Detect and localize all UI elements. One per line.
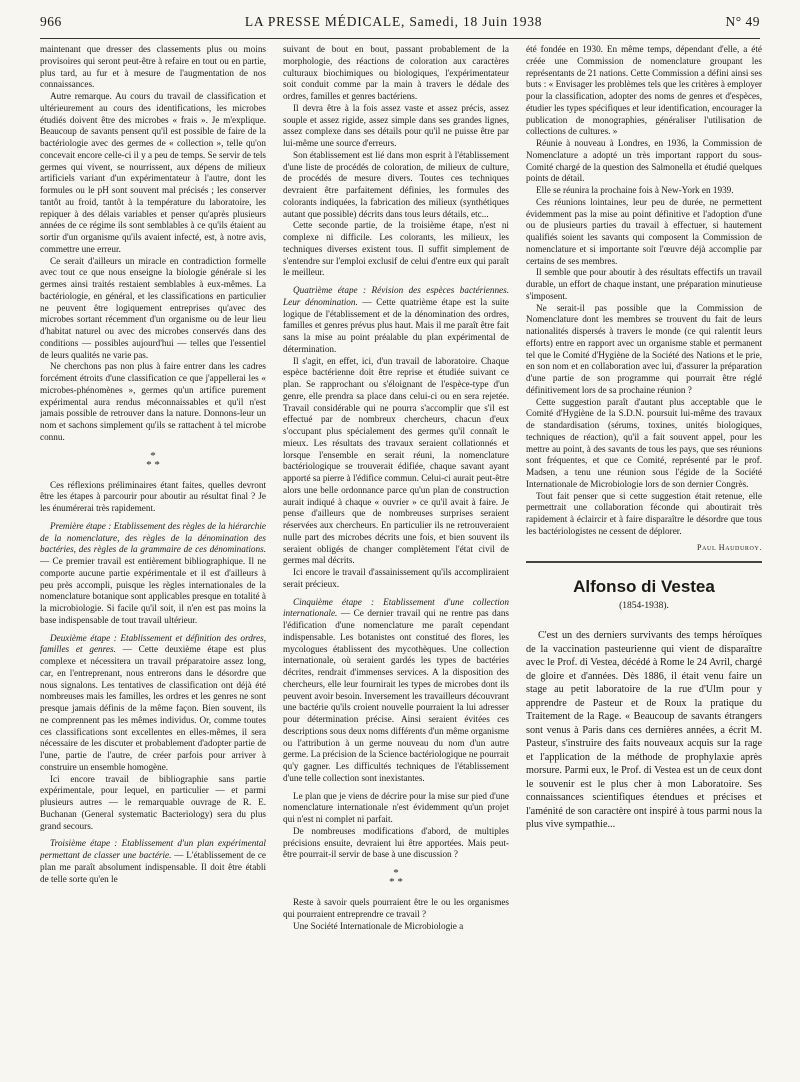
stage-title: Deuxième étape : Etablissement et définition des ordres, familles et genres. — [40, 632, 266, 655]
paragraph: Il devra être à la fois assez vaste et assez précis, assez souple et assez rigide, assez simple dans ses grandes lignes, assez complexe dans ses détails pour qu'il ne puisse être par lui-même une source d'erreurs. — [283, 102, 509, 148]
section-separator: * * * — [146, 449, 160, 471]
column-3 — [526, 44, 762, 1074]
masthead: LA PRESSE MÉDICALE, Samedi, 18 Juin 1938 — [244, 14, 543, 29]
stage-paragraph — [283, 597, 509, 785]
paragraph: Reste à savoir quels pourraient être le ou les organismes qui pourraient entreprendre ce travail ? — [283, 897, 509, 919]
paragraph: Ce serait d'ailleurs un miracle en contradiction formelle avec tout ce que nous enseigne la biologie générale si les germes ainsi traités restaient semblables à eux-mêmes. La bactériologie, en général, et les classifications en particulier ne peuvent être logiquement entreprises qu'avec des microbes sortant récemment d'un organisme ou de leur lieu d'habitat naturel ou avec des microbes conservés dans des conditions — possibles aujourd'hui — telles que l'essentiel de leurs qualités ne varie pas. — [40, 255, 266, 360]
paragraph: Autre remarque. Au cours du travail de classification et ultérieurement au cours des identifications, les microbes étudiés doivent être des microbes « frais ». Je m'explique. Beaucoup de savants pensent qu'il est possible de faire de la bactériologie avec des germes de « collection », telle qu'on concevait encore celle-ci il y a peu de temps. Se servir de tels germes qui vivent, se nourrissent, aux dépens de milieux artificiels variant d'un expérimentateur à l'autre, dont les formules ou le pH sont souvent mal précisés ; les conserver tantôt au froid, tantôt à la température du laboratoire, les repiquer à des délais variables et penser qu'après plusieurs années de ce régime ils sont semblables à ce qu'ils étaient au sortir d'un organisme qu'ils avaient infecté, est, à notre avis, commettre une erreur. — [40, 91, 266, 254]
paragraph: Ici encore travail de bibliographie sans partie expérimentale, pour lequel, en particulier — et parmi plusieurs autres — le remarquable ouvrage de R. E. Buchanan (General systematic Bacteriology) sera du plus grand secours. — [40, 773, 266, 831]
stage-title: Troisième étape : Etablissement d'un plan expérimental permettant de classer une bactérie. — [40, 838, 266, 860]
article-divider — [526, 561, 762, 563]
stage-paragraph — [283, 285, 509, 356]
paragraph: Cette seconde partie, de la troisième étape, n'est ni complexe ni difficile. Les colorants, les milieux, les techniques diverses existent tous. Il suffit simplement de s'entendre sur l'emploi exclusif de celui d'entre eux qui paraît le meilleur. — [283, 220, 509, 278]
stage-paragraph — [40, 521, 266, 627]
stage-body: — Cette quatrième étape est la suite logique de l'établissement et de la dénomination des ordres, familles et genres prévus plus haut. Mais il me paraît être fait sans la mise au point préalable du plan expérimental de détermination. — [283, 296, 509, 354]
issue-number: N° 49 — [725, 14, 760, 29]
article-body — [526, 629, 762, 832]
article-title: Alfonso di Vestea — [573, 577, 715, 597]
author-signature: Paul Hauduroy. — [697, 542, 762, 552]
stage-paragraph — [40, 838, 266, 885]
paragraph: Réunie à nouveau à Londres, en 1936, la Commission de Nomenclature a adopté un très important rapport du sous-Comité chargé de la question des Salmonella et étudié quelques points de détail. — [526, 138, 762, 184]
paragraph: Il semble que pour aboutir à des résultats effectifs un travail durable, un effort de chaque instant, une préparation minutieuse s'imposent. — [526, 267, 762, 301]
paragraph: Une Société Internationale de Microbiologie a — [293, 920, 464, 931]
stage-title: Cinquième étape : Etablissement d'une collection internationale. — [283, 596, 509, 619]
paragraph: Ne serait-il pas possible que la Commission de Nomenclature dont les membres se trouvent du fait de leurs nationalités dispersés à travers le monde (ce qui ralentit leurs efforts) entre en rapport avec un organisme stable et permanent tel que le Comité d'Hygiène de la Société des Nations et le prie, en son nom et en collaboration avec lui, d'assurer la préparation d'une partie de son programme qui pourrait être réglé définitivement lors de sa prochaine réunion ? — [526, 302, 762, 395]
paragraph: Ces réunions lointaines, leur peu de durée, ne permettent évidemment pas la mise au point définitive et l'adoption d'une ou de plusieurs parties du travail à effectuer, si hautement qualifiés soient les savants qui composent la Commission de nomenclature et si importante soit l'œuvre déjà accomplie par certains de ses membres. — [526, 196, 762, 266]
column-2 — [283, 44, 509, 1074]
paragraph: été fondée en 1930. En même temps, dépendant d'elle, a été créée une Commission de nomenclature groupant les représentants de 21 nations. Cette Commission a défini ainsi ses buts : « Envisager les problèmes tels que les critères à employer pour la classification, adopter des noms de genres et d'espèces, étudier les types spécifiques et leur identification, encourager la publication de monographies, généraliser l'utilisation de collections de cultures. » — [526, 44, 762, 137]
paragraph: C'est un des derniers survivants des temps héroïques de la vaccination pasteurienne qui vient de disparaître avec le Prof. di Vestea, décédé à Rome le 24 Avril, chargé de gloire et d'années. Dès 1886, il était venu faire un stage au petit laboratoire de la rue d'Ulm pour y apprendre de Pasteur et de Roux la pratique du Traitement de la Rage. « Beaucoup de savants étrangers sont venus à Paris dans ces dernières années, a écrit M. Pasteur, s'instruire des faits nouveaux acquis sur la rage et l'application de la méthode de prophylaxie après morsure. Parmi eux, le Prof. di Vestea est un de ceux dont le souvenir est le plus cher à mon Laboratoire. Ses connaissances scientifiques étendues et précises et l'aménité de son caractère ont inspiré à tous parmi nous la plus vive sympathie... — [526, 630, 762, 830]
page-number: 966 — [40, 14, 62, 29]
paragraph: De nombreuses modifications d'abord, de multiples précisions ensuite, devraient lui être apportées. Mais peut-être pourrait-il servir de base à une discussion ? — [283, 825, 509, 860]
stage-title: Quatrième étape : Révision des espèces bactériennes. Leur dénomination. — [283, 285, 509, 307]
paragraph: Il s'agit, en effet, ici, d'un travail de laboratoire. Chaque espèce bactérienne doit être reprise et étudiée suivant ce plan. Se rapprochant ou s'éloignant de l'espèce-type d'un genre, elle prendra sa place dans celui-ci ou en sera rejetée. Travail considérable qui ne pourra s'accomplir que s'il est effectué par de nombreux chercheurs, chacun d'eux s'occupant plus spécialement des germes qu'il connaît le mieux. Les résultats des travaux seraient collationnés et lorsque l'ensemble en serait réuni, la nomenclature bactériologique se trouverait édifiée, chaque savant ayant apporté sa pierre à l'édifice commun. Celui-ci aurait peut-être alors une belle ordonnance parce qu'un plan de construction aurait indiqué à chaque « ouvrier » ce qu'il avait à faire. Je pense d'ailleurs que de nombreuses surprises seraient réservées aux chercheurs. En particulier ils ne retrouveraient nulle part des microbes décrits une fois, et bien souvent ils seraient obligés de changer complètement l'état civil de germes mal décrits. — [283, 355, 509, 566]
column-1 — [40, 44, 266, 1074]
paragraph: maintenant que dresser des classements plus ou moins provisoires qui seront peut-être à refaire en tout ou en partie, plus tard, au fur et à mesure de l'augmentation de nos connaissances. — [40, 44, 266, 90]
stage-body: — Cette deuxième étape est plus complexe et nécessitera un travail préparatoire assez long, car, en l'entreprenant, nous entrerons dans le désordre que nous signalons. Les tentatives de classification ont déjà été nombreuses mais les familles, les ordres et les genres ne sont presque jamais définis de la même façon. Bien souvent, ils ne comprennent pas les mêmes individus. Or, comme toutes ces classifications sont excellentes en elles-mêmes, il sera nécessaire de les discuter et probablement d'adopter partie de l'une, partie de l'autre, de créer parfois pour arriver à construire un ensemble homogène. — [40, 644, 266, 772]
section-separator: * * * — [389, 867, 403, 888]
paragraph: Cette suggestion paraît d'autant plus acceptable que le Comité d'Hygiène de la S.D.N. poursuit lui-même des travaux de standardisation (sérums, toxines, unités biologiques, techniques de réaction), qu'il a fait souvent appel, pour les mettre au point, à des savants de tous les pays, que ses réunions sont fréquentes, et que ce Comité, représenté par le prof. Madsen, a tenu une réunion sous l'égide de la Société Internationale de Microbiologie lors de son dernier Congrès. — [526, 396, 762, 489]
stage-title: Première étape : Etablissement des règles de la hiérarchie de la nomenclature, des règles de la dénomination des bactéries, des règles de la grammaire de ces dénominations. — [40, 520, 266, 555]
stage-body: — Ce dernier travail qui ne rentre pas dans l'édification d'une nomenclature me paraît cependant indispensable. Les botanistes ont constitué des flores, les mycologues établissent des mycothèques. Une collection internationale, où seraient gardés les types de bactéries décrites, rendrait d'immenses services. A la disposition des chercheurs, elle leur fournirait les types de microbes dont ils peuvent avoir besoin. Inversement les travailleurs découvrant une bactérie qu'ils croient nouvelle pourraient la lui adresser pour détermination précise. Ainsi seraient évitées ces descriptions sous deux noms différents d'un même organisme ou l'attribution à un germe nouveau du nom d'un autre germe. La précision de la Science bactériologique ne pourrait qu'y gagner. Les difficultés techniques de l'établissement d'une telle collection sont inexistantes. — [283, 608, 509, 783]
paragraph: Ne cherchons pas non plus à faire entrer dans les cadres forcément étroits d'une classification ce que j'appellerai les « microbes-phénomènes », germes qu'un artifice purement expérimental aura rendus méconnaissables et qu'il n'est jamais possible de retrouver dans la nature. Donnons-leur un nom et sachons simplement qu'ils se rattachent à tel microbe connu. — [40, 361, 266, 442]
paragraph: Le plan que je viens de décrire pour la mise sur pied d'une nomenclature internationale n'est évidemment qu'un projet qui n'est ni complet ni parfait. — [283, 790, 509, 824]
paragraph: Tout fait penser que si cette suggestion était retenue, elle permettrait une collaboration féconde qui aboutirait très rapidement à éclaircir et à faire disparaître le désordre que tous les bactériologistes ne cessent de déplorer. — [526, 490, 762, 536]
stage-body: — Ce premier travail est entièrement bibliographique. Il ne comporte aucune partie expérimentale et il est d'ailleurs à peu près accompli, puisque les règles internationales de la nomenclature botanique sont applicables presque en totalité à la microbiologie. Si facile qu'il soit, il n'en est pas moins la base indispensable de tout travail ultérieur. — [40, 556, 266, 625]
stage-body: — L'établissement de ce plan me paraît absolument indispensable. Il doit être établi de telle sorte qu'en le — [40, 850, 266, 884]
paragraph: Son établissement est lié dans mon esprit à l'établissement d'une liste de procédés de coloration, de milieux de culture, de procédés de mesure divers. Toutes ces techniques devraient être parfaitement définies, les formules des colorants indiquées, la fabrication des milieux (synthétiques autant que possible) décrits dans tous leurs détails, etc... — [283, 149, 509, 219]
page-header — [40, 14, 760, 36]
paragraph: Ici encore le travail d'assainissement qu'ils accompliraient serait précieux. — [283, 567, 509, 589]
paragraph: Ces réflexions préliminaires étant faites, quelles devront être les étapes à parcourir pour aboutir au résultat final ? Je les énumérerai très rapidement. — [40, 479, 266, 513]
stage-paragraph — [40, 633, 266, 774]
paragraph: Elle se réunira la prochaine fois à New-York en 1939. — [536, 185, 734, 195]
header-rule — [40, 38, 760, 39]
article-dates: (1854-1938). — [619, 601, 669, 612]
paragraph: suivant de bout en bout, passant probablement de la morphologie, des réactions de coloration aux caractères culturaux biochimiques ou biologiques, l'expérimentateur soit conduit comme par la main à travers le dédale des ordres, familles et genres bactériens. — [283, 44, 509, 101]
